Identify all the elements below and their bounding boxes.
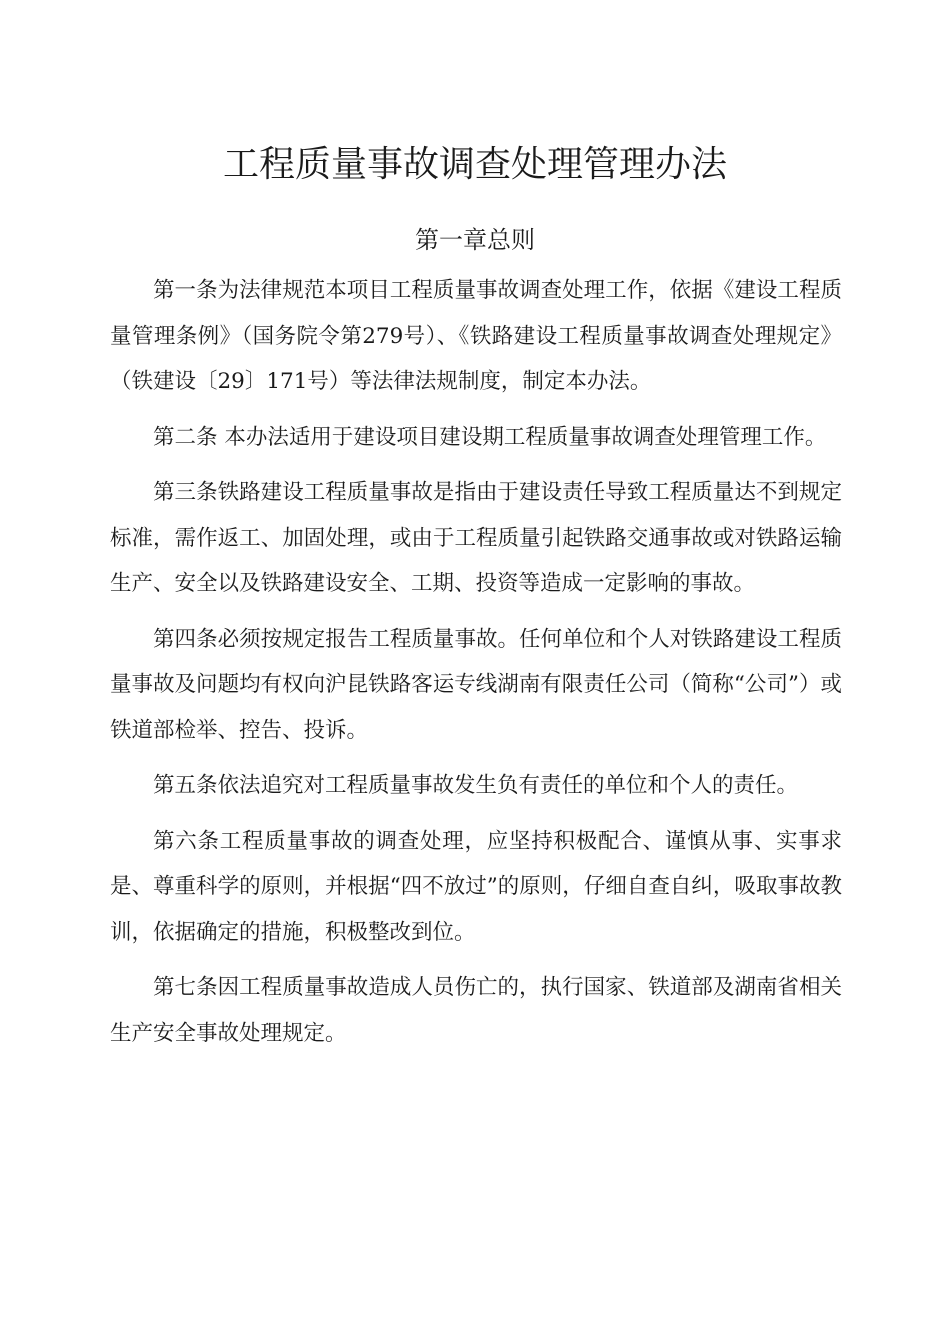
article-3: 第三条铁路建设工程质量事故是指由于建设责任导致工程质量达不到规定标准，需作返工、加固处理，或由于工程质量引起铁路交通事故或对铁路运输生产、安全以及铁路建设安全、工期、投资等造成一定影响的事故。 (110, 480, 842, 596)
article-4: 第四条必须按规定报告工程质量事故。任何单位和个人对铁路建设工程质量事故及问题均有权向沪昆铁路客运专线湖南有限责任公司（简称“公司”）或铁道部检举、控告、投诉。 (110, 626, 842, 743)
document-body (110, 268, 842, 1066)
article-2: 第二条 本办法适用于建设项目建设期工程质量事故调查处理管理工作。 (153, 424, 827, 450)
article-7: 第七条因工程质量事故造成人员伤亡的，执行国家、铁道部及湖南省相关生产安全事故处理规定。 (110, 975, 842, 1046)
article-5: 第五条依法追究对工程质量事故发生负有责任的单位和个人的责任。 (153, 773, 799, 798)
document-title: 工程质量事故调查处理管理办法 (222, 144, 727, 185)
article-1: 第一条为法律规范本项目工程质量事故调查处理工作，依据《建设工程质量管理条例》（国务院令第279号）、《铁路建设工程质量事故调查处理规定》（铁建设〔29〕171号）等法律法规制度，制定本办法。 (110, 278, 842, 394)
article-6: 第六条工程质量事故的调查处理，应坚持积极配合、谨慎从事、实事求是、尊重科学的原则，并根据“四不放过”的原则，仔细自查自纠，吸取事故教训，依据确定的措施，积极整改到位。 (110, 828, 842, 945)
chapter-heading: 第一章总则 (415, 226, 535, 254)
